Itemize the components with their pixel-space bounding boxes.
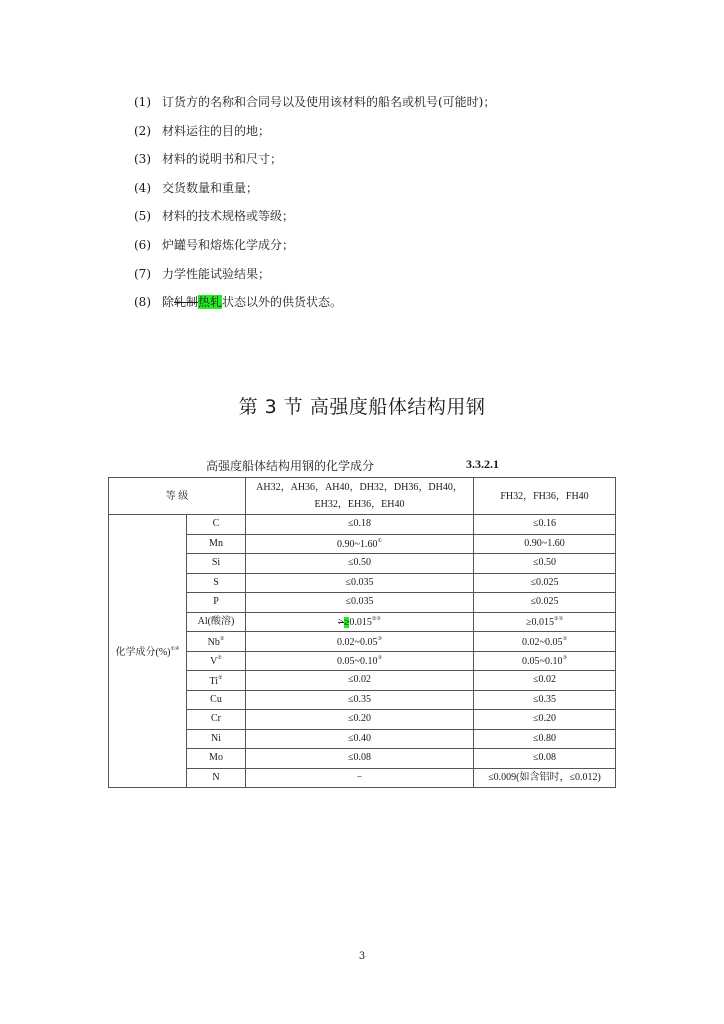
element-cell	[187, 515, 246, 535]
value-text: ≤0.035	[345, 596, 374, 608]
value-cell-group-2	[474, 749, 616, 769]
value-text: ≤0.16	[533, 518, 556, 530]
page-number: 3	[358, 951, 366, 962]
element-cell	[187, 729, 246, 749]
value-text: −	[356, 771, 363, 783]
footnote-mark: ②	[218, 675, 223, 681]
value-text: ≤0.035	[345, 576, 374, 588]
element-symbol: P	[213, 596, 219, 608]
value-cell-group-2	[474, 573, 616, 593]
value-text: ≤0.009(如含铝时，≤0.012)	[488, 771, 601, 783]
deleted-text: >	[338, 617, 344, 629]
element-symbol: N	[212, 771, 220, 783]
footnote-mark: ②	[219, 636, 225, 642]
value-text: ≤0.02	[348, 674, 371, 686]
value-cell-group-2	[474, 671, 616, 691]
element-symbol: Cr	[211, 713, 221, 725]
element-symbol: Cu	[210, 693, 222, 705]
footnote-mark: ③	[377, 636, 382, 642]
element-symbol: Mo	[209, 752, 223, 764]
value-text: ≤0.08	[533, 752, 556, 764]
list-item-number: (7)	[134, 266, 151, 281]
element-cell	[187, 534, 246, 554]
value-cell-group-1	[246, 534, 474, 554]
element-symbol: Nb	[207, 636, 220, 648]
element-cell	[187, 632, 246, 652]
list-item	[134, 264, 495, 293]
value-cell-group-1	[246, 632, 474, 652]
list-item	[134, 235, 495, 264]
value-cell-group-2	[474, 515, 616, 535]
list-item-number: (5)	[134, 209, 151, 224]
footnote-mark: ③	[377, 656, 382, 662]
list-item-text: 力学性能试验结果；	[162, 266, 271, 281]
value-cell-group-2	[474, 729, 616, 749]
value-text: 0.015	[349, 617, 372, 629]
grade-group-1-line1: AH32，AH36，AH40，DH32，DH36，DH40，	[256, 482, 463, 493]
value-cell-group-1	[246, 729, 474, 749]
requirements-list	[134, 92, 495, 321]
chemical-composition-table	[108, 477, 616, 788]
element-cell	[187, 690, 246, 710]
list-item-number: (8)	[134, 295, 151, 310]
value-text: 0.05~0.10	[337, 656, 378, 668]
value-text: ≤0.20	[533, 713, 556, 725]
element-cell	[187, 768, 246, 788]
value-text: ≤0.025	[530, 576, 559, 588]
footnote-mark: ③	[562, 636, 567, 642]
section-title: 第 3 节 高强度船体结构用钢	[238, 396, 486, 418]
list-item	[134, 149, 495, 178]
value-text: 0.90~1.60	[337, 539, 378, 551]
footnote-mark: ③	[562, 656, 567, 662]
table-caption: 高强度船体结构用钢的化学成分	[206, 459, 375, 473]
element-cell	[187, 593, 246, 613]
list-item	[134, 206, 495, 235]
value-cell-group-2	[474, 554, 616, 574]
value-cell-group-1	[246, 690, 474, 710]
list-item-number: (3)	[134, 152, 151, 167]
value-text: ≤0.35	[348, 693, 371, 705]
element-symbol: Ti	[209, 675, 219, 687]
value-cell-group-1	[246, 593, 474, 613]
value-text: 0.02~0.05	[522, 636, 563, 648]
element-symbol: Al(酸溶)	[197, 615, 235, 627]
value-text: 0.90~1.60	[524, 537, 565, 549]
footnote-mark: ①④	[170, 646, 180, 652]
footnote-mark: ②	[217, 656, 222, 662]
value-text: ≤0.50	[348, 557, 371, 569]
list-item-number: (1)	[134, 95, 151, 109]
value-cell-group-2	[474, 710, 616, 730]
list-item	[134, 92, 495, 121]
value-text: 0.05~0.10	[522, 656, 563, 668]
value-text: ≤0.025	[530, 596, 559, 608]
list-item-text: 炉罐号和熔炼化学成分；	[162, 237, 295, 252]
list-item-text: 材料的说明书和尺寸；	[162, 152, 283, 167]
element-cell	[187, 612, 246, 632]
value-text: ≤0.35	[533, 693, 556, 705]
value-cell-group-1	[246, 768, 474, 788]
value-text: ≤0.20	[348, 713, 371, 725]
value-cell-group-2	[474, 593, 616, 613]
deleted-text: 轧制	[174, 295, 199, 310]
value-text: ≤0.50	[533, 557, 556, 569]
list-item	[134, 178, 495, 207]
highlighted-text: ≥	[343, 617, 350, 629]
grade-group-2-header: FH32，FH36，FH40	[474, 478, 616, 515]
value-cell-group-2	[474, 690, 616, 710]
composition-group-label	[109, 515, 187, 788]
value-cell-group-1	[246, 515, 474, 535]
value-text: ≤0.18	[348, 518, 371, 530]
list-item-number: (2)	[134, 123, 151, 138]
element-symbol: Mn	[209, 537, 223, 549]
footnote-mark: ②③	[554, 617, 563, 623]
value-cell-group-2	[474, 534, 616, 554]
value-text: ≤0.02	[533, 674, 556, 686]
element-cell	[187, 554, 246, 574]
value-cell-group-2	[474, 612, 616, 632]
element-symbol: S	[213, 576, 219, 588]
element-cell	[187, 573, 246, 593]
list-item-text: 材料运往的目的地；	[162, 123, 271, 138]
element-cell	[187, 651, 246, 671]
value-cell-group-2	[474, 632, 616, 652]
value-cell-group-2	[474, 651, 616, 671]
list-item-text: 材料的技术规格或等级；	[162, 209, 295, 224]
element-cell	[187, 671, 246, 691]
value-text: ≤0.08	[348, 752, 371, 764]
grade-group-1-header	[246, 478, 474, 515]
grade-header: 等 级	[109, 478, 246, 515]
list-item	[134, 292, 495, 321]
list-item-text-pre: 除	[162, 295, 175, 310]
element-cell	[187, 749, 246, 769]
value-cell-group-1	[246, 612, 474, 632]
list-item-text-post: 状态以外的供货状态。	[222, 295, 343, 310]
element-symbol: Ni	[211, 732, 221, 744]
footnote-mark: ①	[377, 539, 382, 545]
value-cell-group-1	[246, 749, 474, 769]
value-text: 0.02~0.05	[337, 636, 378, 648]
value-cell-group-1	[246, 671, 474, 691]
list-item-text: 交货数量和重量；	[162, 180, 259, 195]
grade-group-1-line2: EH32，EH36，EH40	[314, 499, 405, 510]
list-item-text: 订货方的名称和合同号以及使用该材料的船名或机号(可能时)；	[162, 95, 496, 109]
element-symbol: Si	[211, 557, 221, 569]
table-header-row	[109, 478, 616, 515]
value-cell-group-1	[246, 651, 474, 671]
value-text: ≤0.80	[533, 732, 556, 744]
list-item	[134, 121, 495, 150]
value-cell-group-2	[474, 768, 616, 788]
element-symbol: C	[212, 518, 220, 530]
table-number: 3.3.2.1	[466, 457, 499, 471]
value-text: ≥0.015	[526, 617, 555, 629]
highlighted-text: 热轧	[198, 295, 223, 310]
element-symbol: V	[210, 656, 218, 668]
value-cell-group-1	[246, 710, 474, 730]
element-cell	[187, 710, 246, 730]
list-item-number: (4)	[134, 180, 151, 195]
value-cell-group-1	[246, 573, 474, 593]
composition-group-text: 化学成分(%)	[115, 646, 171, 658]
value-text: ≤0.40	[348, 732, 371, 744]
table-row	[109, 515, 616, 535]
footnote-mark: ②③	[371, 617, 381, 623]
list-item-number: (6)	[134, 237, 151, 252]
value-cell-group-1	[246, 554, 474, 574]
